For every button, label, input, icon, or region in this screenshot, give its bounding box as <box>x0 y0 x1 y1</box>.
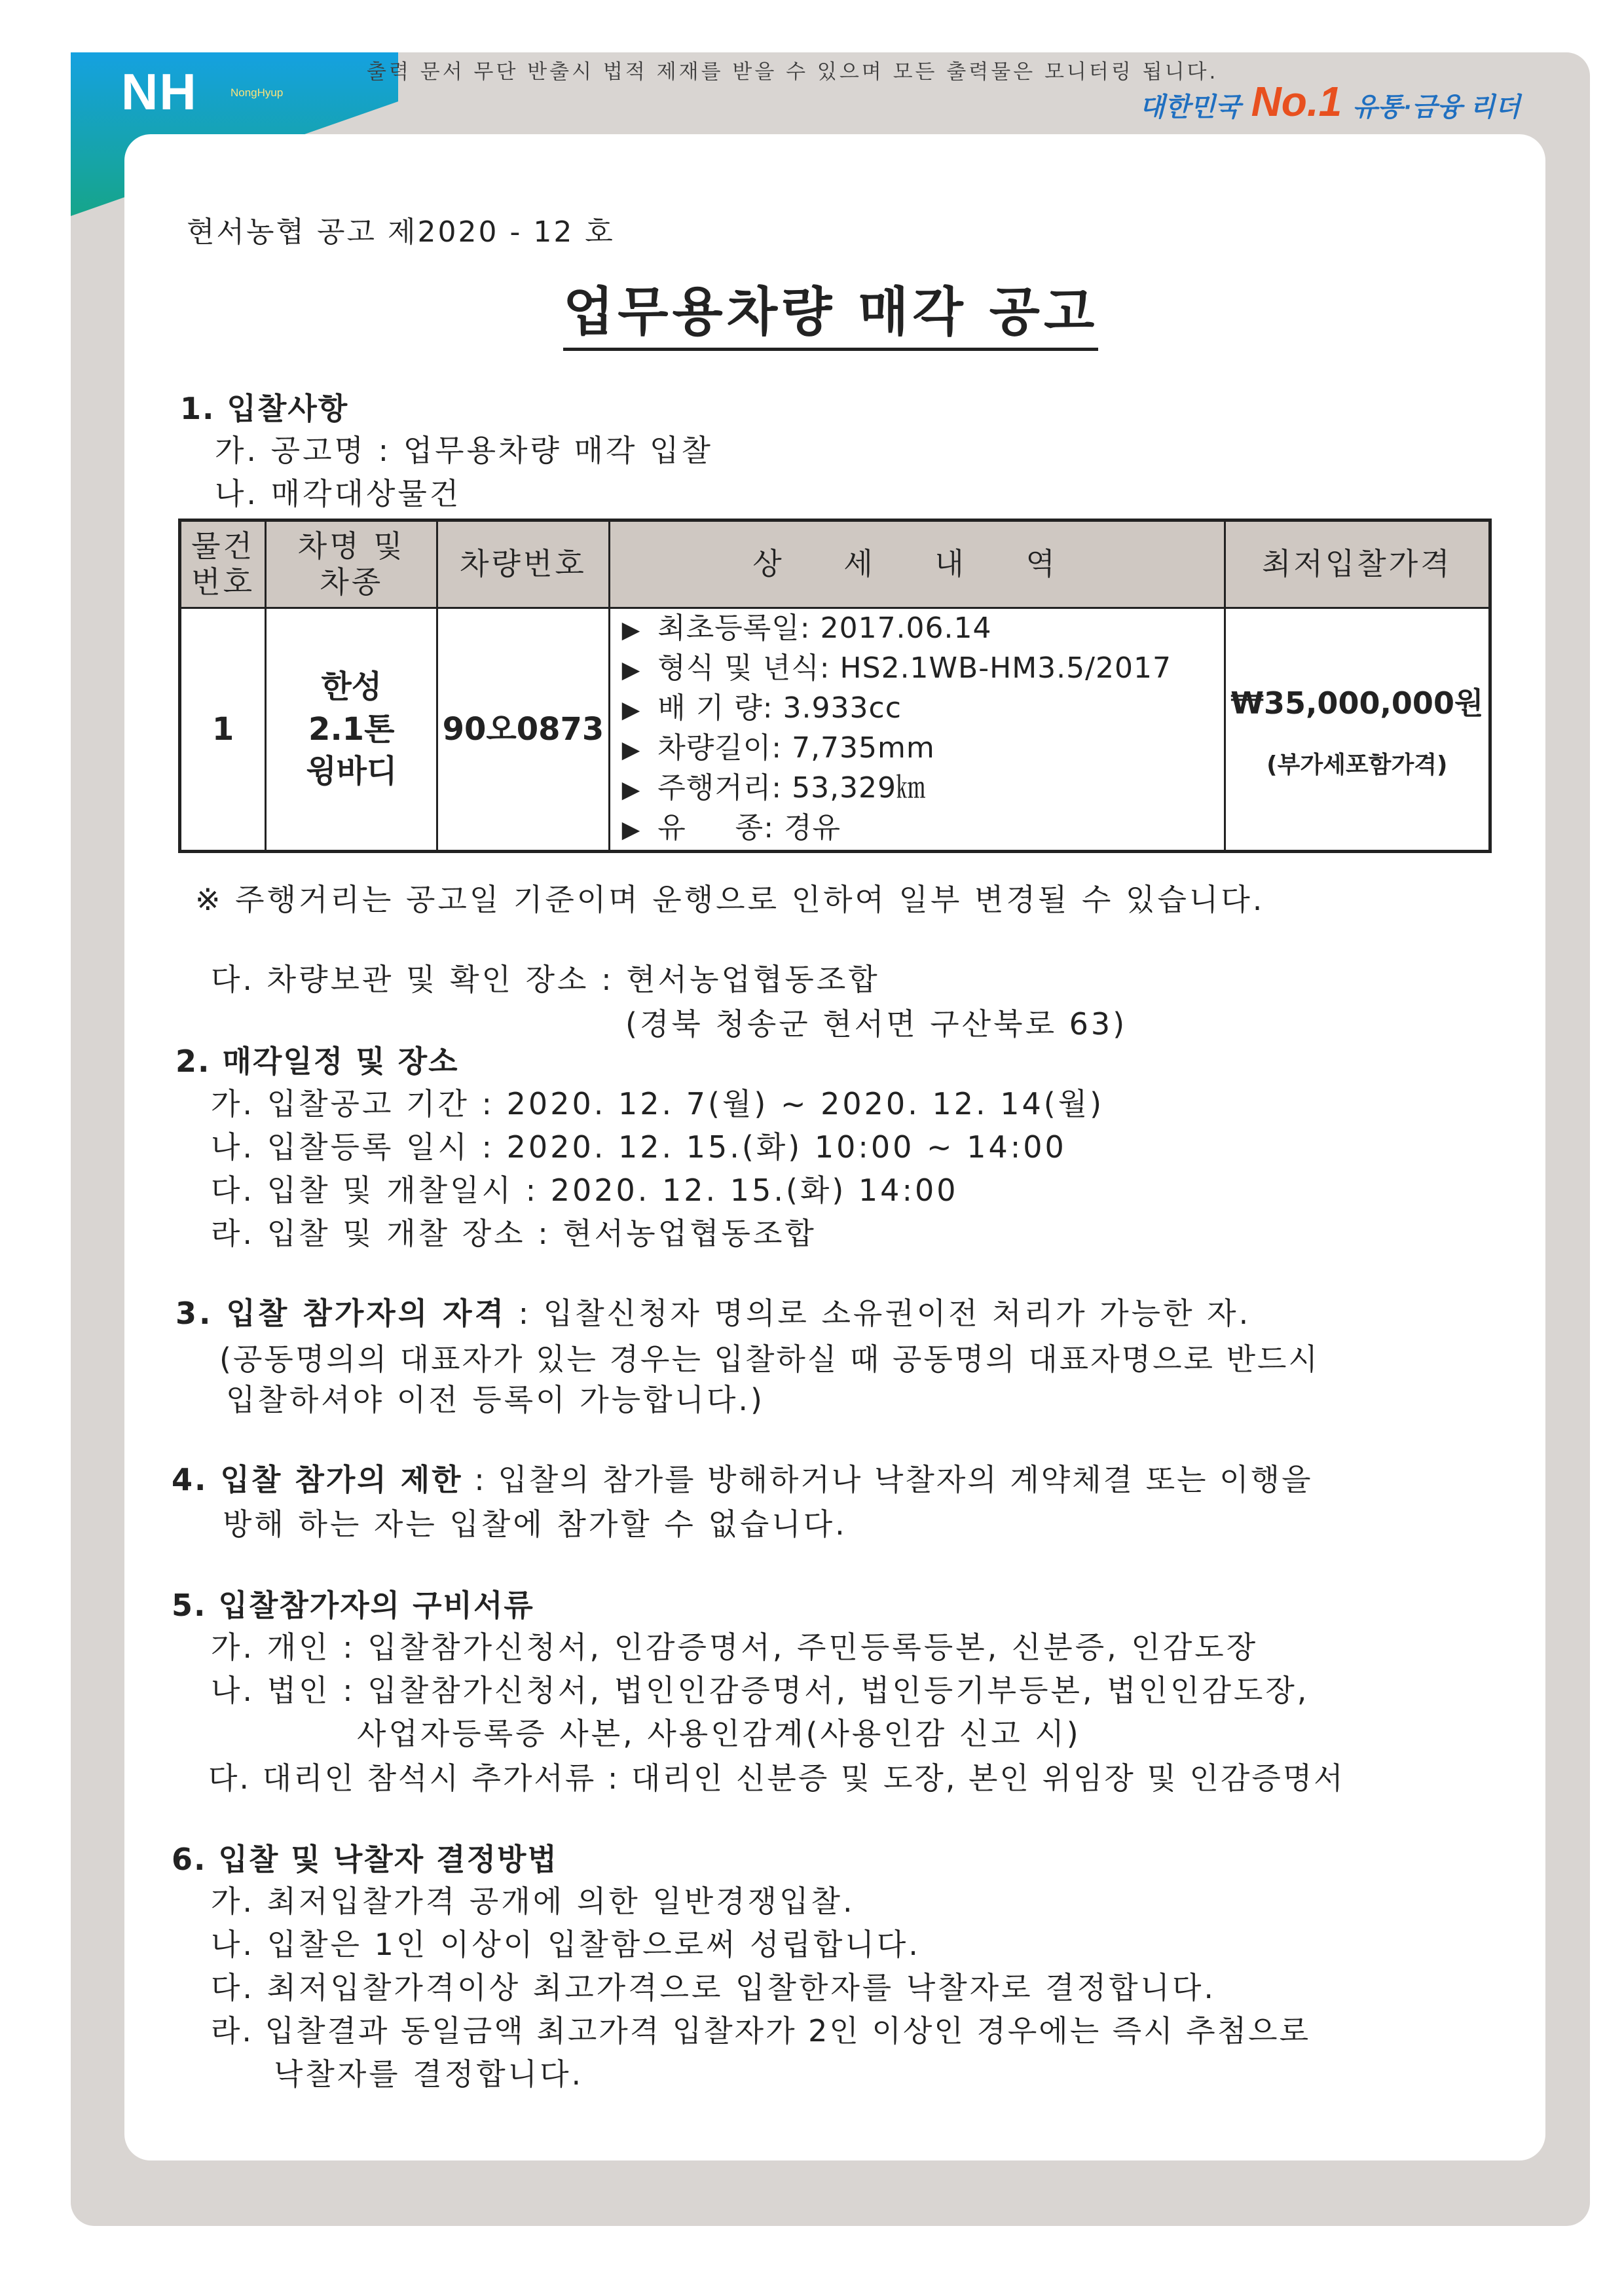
section-1-heading: 1. 입찰사항 <box>180 391 349 426</box>
section-3-line-2: (공동명의의 대표자가 있는 경우는 입찰하실 때 공동명의 대표자명으로 반드시 <box>219 1341 1320 1377</box>
section-2-item: 다. 입찰 및 개찰일시 : 2020. 12. 15.(화) 14:00 <box>211 1173 959 1208</box>
cell-min-price <box>1225 608 1490 852</box>
section-1-item-c: 다. 차량보관 및 확인 장소 : 현서농업협동조합 <box>211 962 880 997</box>
section-5-heading: 5. 입찰참가자의 구비서류 <box>172 1588 534 1623</box>
section-2-heading: 2. 매각일정 및 장소 <box>175 1044 459 1079</box>
arrow-icon: ▶ <box>621 776 641 803</box>
slogan-no1: No.1 <box>1251 78 1342 125</box>
section-4-heading: 4. 입찰 참가의 제한 <box>172 1462 463 1497</box>
slogan-leader: 유통·금융 리더 <box>1352 93 1521 122</box>
section-6-item-b: 나. 입찰은 1인 이상이 입찰함으로써 성립합니다. <box>211 1927 921 1962</box>
print-notice: 출력 문서 무단 반출시 법적 제재를 받을 수 있으며 모든 출력물은 모니터링 됩니다. <box>367 60 1219 84</box>
section-6-item-a: 가. 최저입찰가격 공개에 의한 일반경쟁입찰. <box>211 1884 855 1919</box>
table-row <box>180 608 1490 852</box>
col-min-price: 최저입찰가격 <box>1225 520 1490 608</box>
section-4-line-2: 방해 하는 자는 입찰에 참가할 수 없습니다. <box>223 1506 847 1542</box>
detail-item: ▶ 배 기 량: 3.933cc <box>621 691 902 725</box>
price-value: ₩35,000,000원 <box>1230 685 1484 721</box>
section-5-item-a: 가. 개인 : 입찰참가신청서, 인감증명서, 주민등록등본, 신분증, 인감도장 <box>211 1630 1259 1665</box>
section-1-item-a: 가. 공고명 : 업무용차량 매각 입찰 <box>215 433 713 468</box>
col-item-no: 물건 번호 <box>180 520 266 608</box>
section-1-item-b: 나. 매각대상물건 <box>215 476 462 511</box>
section-6-item-d-2: 낙찰자를 결정합니다. <box>274 2056 584 2092</box>
section-6-item-c: 다. 최저입찰가격이상 최고가격으로 입찰한자를 낙찰자로 결정합니다. <box>211 1970 1216 2005</box>
table-header-row <box>180 520 1490 608</box>
section-4-line: 4. 입찰 참가의 제한 : 입찰의 참가를 방해하거나 낙찰자의 계약체결 또는 이행을 <box>172 1462 1313 1497</box>
section-5-item-c: 다. 대리인 참석시 추가서류 : 대리인 신분증 및 도장, 본인 위임장 및 인감증명서 <box>208 1760 1345 1796</box>
nh-logo: NH <box>121 63 198 120</box>
arrow-icon: ▶ <box>621 697 641 723</box>
section-6-item-d: 라. 입찰결과 동일금액 최고가격 입찰자가 2인 이상인 경우에는 즉시 추첨으로 <box>211 2013 1311 2049</box>
mileage-note: ※ 주행거리는 공고일 기준이며 운행으로 인하여 일부 변경될 수 있습니다. <box>195 882 1265 917</box>
document-title: 업무용차량 매각 공고 <box>563 270 1098 351</box>
detail-item: ▶ 최초등록일: 2017.06.14 <box>621 611 992 645</box>
section-6-heading: 6. 입찰 및 낙찰자 결정방법 <box>172 1842 558 1877</box>
nh-logo-sub: NongHyup <box>231 86 284 99</box>
section-2-item: 가. 입찰공고 기간 : 2020. 12. 7(월) ~ 2020. 12. 14(월) <box>211 1086 1105 1121</box>
detail-item: ▶ 형식 및 년식: HS2.1WB-HM3.5/2017 <box>621 651 1172 685</box>
storage-address: (경북 청송군 현서면 구산북로 63) <box>625 1006 1128 1042</box>
price-note: (부가세포함가격) <box>1266 751 1448 778</box>
col-details: 상 세 내 역 <box>609 520 1225 608</box>
arrow-icon: ▶ <box>621 816 641 843</box>
cell-details <box>609 608 1225 852</box>
cell-plate: 90오0873 <box>437 608 609 852</box>
col-vehicle-name: 차명 및 차종 <box>266 520 437 608</box>
section-3-heading: 3. 입찰 참가자의 자격 <box>175 1296 507 1331</box>
cell-vehicle-name: 한성 2.1톤 윙바디 <box>266 608 437 852</box>
section-3-line-3: 입찰하셔야 이전 등록이 가능합니다.) <box>226 1382 765 1417</box>
section-5-item-b-2: 사업자등록증 사본, 사용인감계(사용인감 신고 시) <box>357 1716 1081 1751</box>
arrow-icon: ▶ <box>621 737 641 763</box>
arrow-icon: ▶ <box>621 617 641 644</box>
slogan-korea: 대한민국 <box>1139 93 1241 122</box>
vehicle-table <box>178 519 1492 853</box>
slogan <box>1139 77 1521 126</box>
section-3-line: 3. 입찰 참가자의 자격 : 입찰신청자 명의로 소유권이전 처리가 가능한 자. <box>175 1296 1251 1331</box>
arrow-icon: ▶ <box>621 657 641 683</box>
section-2-item: 라. 입찰 및 개찰 장소 : 현서농업협동조합 <box>211 1216 817 1251</box>
col-plate: 차량번호 <box>437 520 609 608</box>
cell-item-no: 1 <box>180 608 266 852</box>
section-5-item-b: 나. 법인 : 입찰참가신청서, 법인인감증명서, 법인등기부등본, 법인인감도장, <box>211 1673 1310 1708</box>
detail-item: ▶ 주행거리: 53,329㎞ <box>621 771 927 805</box>
section-2-item: 나. 입찰등록 일시 : 2020. 12. 15.(화) 10:00 ~ 14:00 <box>211 1129 1067 1165</box>
detail-item: ▶ 차량길이: 7,735mm <box>621 731 935 765</box>
announcement-number: 현서농협 공고 제2020 - 12 호 <box>187 215 615 249</box>
detail-item: ▶ 유 종: 경유 <box>621 811 841 845</box>
